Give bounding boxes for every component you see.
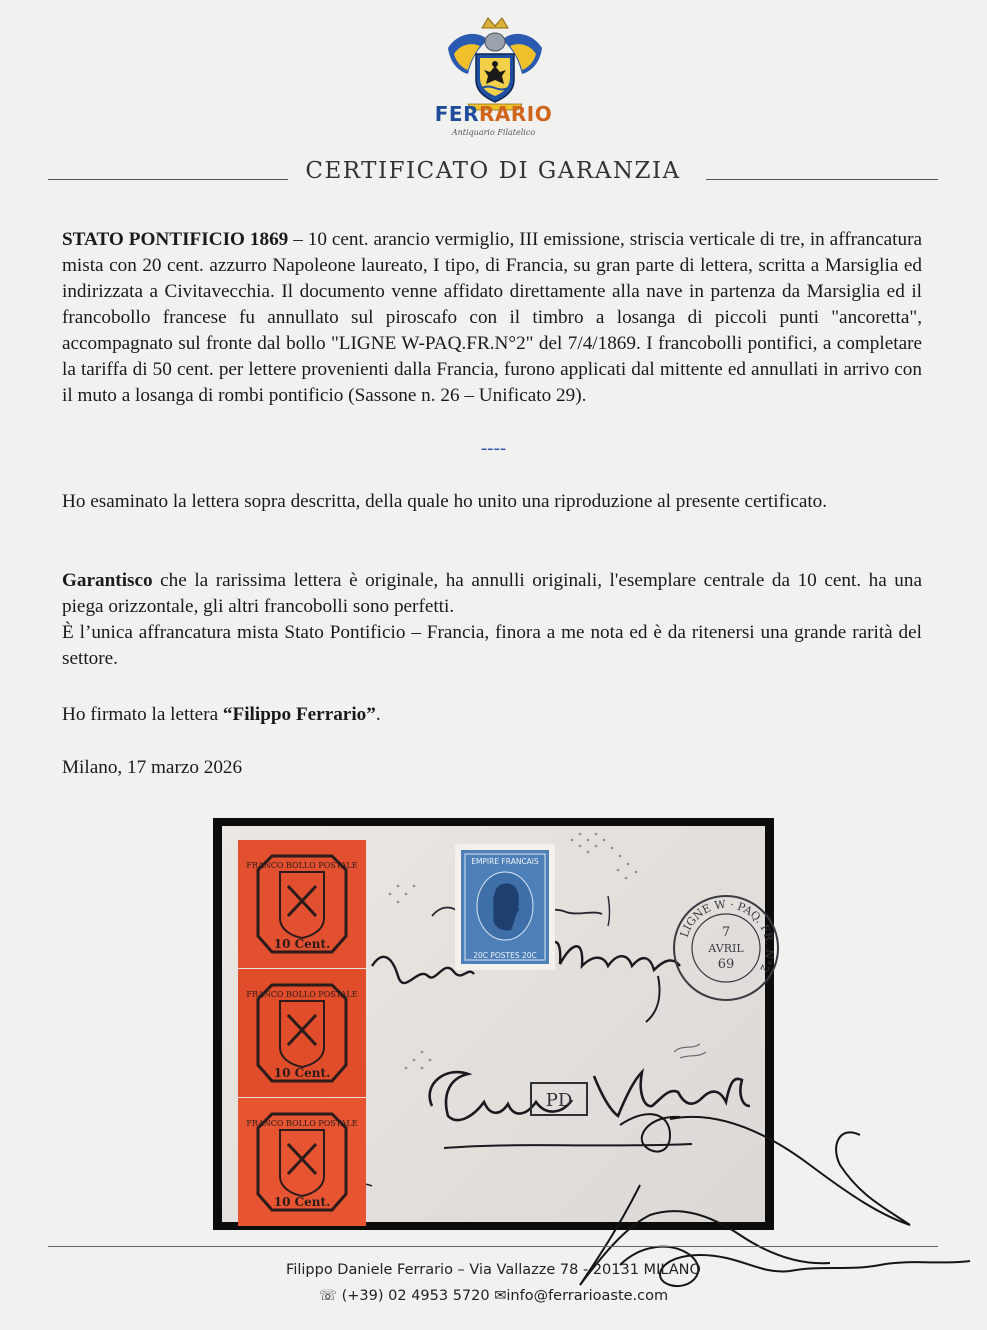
french-napoleon-stamp [455, 844, 555, 970]
brand-tagline: Antiquario Filatelico [451, 128, 536, 137]
postmark-day: 7 [721, 925, 731, 940]
brand-name [0, 102, 987, 126]
french-stamp-bottom-text: 20C POSTES 20C [473, 951, 537, 960]
pontifical-stamp-value: 10 Cent. [273, 1195, 331, 1209]
pontifical-stamp-text: FRANCO BOLLO POSTALE [246, 990, 358, 999]
ligne-postmark [670, 892, 782, 1004]
guarantee-lead: Garantisco [62, 570, 153, 591]
pontifical-stamp [238, 969, 366, 1097]
pd-mark-text: PD [545, 1090, 573, 1111]
footer-address-line [0, 1262, 987, 1278]
pontifical-stamp-value: 10 Cent. [273, 1066, 331, 1080]
postmark-year: 69 [717, 957, 735, 972]
pd-mark [528, 1080, 590, 1118]
section-separator: ---- [480, 438, 507, 459]
footer-name: Filippo Daniele Ferrario [286, 1262, 453, 1278]
examined-paragraph [62, 489, 922, 515]
signed-line [62, 702, 922, 728]
guarantee-text: che la rarissima lettera è originale, ha annulli originali, l'esemplare centrale da 10 cent. ha una piega orizzontale, gli altri francobolli sono perfetti. [62, 570, 922, 617]
footer-contact-line [0, 1288, 987, 1304]
certificate-title: CERTIFICATO DI GARANZIA [305, 158, 681, 184]
letter-photo [213, 818, 777, 1230]
signed-prefix: Ho firmato la lettera [62, 704, 223, 725]
signed-suffix: . [375, 704, 381, 725]
footer-dash: – [452, 1262, 470, 1278]
pontifical-stamp [238, 840, 366, 968]
phone-icon: ☏ [318, 1288, 337, 1304]
footer-phone: (+39) 02 4953 5720 [341, 1288, 490, 1304]
footer-email: info@ferrarioaste.com [506, 1288, 669, 1304]
letter-sheet [222, 826, 777, 1222]
description-text: – 10 cent. arancio vermiglio, III emissione, striscia verticale di tre, in affrancatura mista con 20 cent. azzurro Napoleone laureato, I tipo, di Francia, su gran parte di lettera, scritta a Marsiglia ed indirizzata a Civitavecchia. Il documento venne affidato direttamente alla nave in partenza da Marsiglia ed il francobollo francese fu annullato sul piroscafo con il timbro a losanga di piccoli punti "ancoretta", accompagnato sul fronte dal bollo "LIGNE W-PAQ.FR.N°2" del 7/4/1869. I francobolli pontifici, a completare la tariffa di 50 cent. per lettere provenienti dalla Francia, furono applicati dal mittente ed annullati in arrivo con il muto a losanga di rombi pontificio (Sassone n. 26 – Unificato 29). [62, 229, 922, 406]
footer-rule [48, 1246, 938, 1247]
description-paragraph [62, 227, 922, 409]
mail-icon: ✉ [494, 1288, 507, 1304]
french-stamp-top-text: EMPIRE FRANCAIS [471, 857, 539, 866]
footer-address: Via Vallazze 78 - 20131 MILANO [469, 1262, 701, 1278]
brand-name-part2: RARIO [479, 102, 553, 126]
signed-name: “Filippo Ferrario” [222, 704, 376, 725]
postmark-month: AVRIL [708, 942, 744, 955]
examined-text: Ho esaminato la lettera sopra descritta, della quale ho unito una riproduzione al presente certificato. [62, 491, 828, 512]
description-heading: STATO PONTIFICIO 1869 [62, 229, 289, 250]
pontifical-stamp-value: 10 Cent. [273, 937, 331, 951]
rarity-text: È l’unica affrancatura mista Stato Pontificio – Francia, finora a me nota ed è da ritenersi una grande rarità del settore. [62, 622, 922, 669]
pontifical-stamp-text: FRANCO BOLLO POSTALE [246, 1119, 358, 1128]
place-date: Milano, 17 marzo 2026 [62, 757, 243, 778]
guarantee-paragraph [62, 568, 922, 672]
pontifical-stamp [238, 1098, 366, 1226]
pontifical-stamp-strip [238, 840, 366, 1226]
brand-name-part1: FER [434, 102, 479, 126]
postmark-ring-text: LIGNE W · PAQ. FR. N°2 [677, 897, 777, 975]
title-row [48, 158, 938, 190]
pontifical-stamp-text: FRANCO BOLLO POSTALE [246, 861, 358, 870]
